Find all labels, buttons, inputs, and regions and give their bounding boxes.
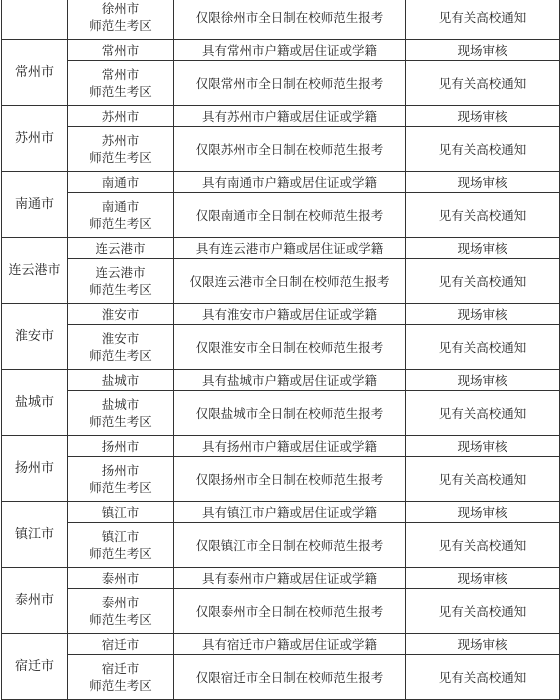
exam-area-cell (68, 436, 174, 457)
table-row (2, 238, 560, 259)
table-row (2, 193, 560, 238)
exam-area-cell (68, 238, 174, 259)
exam-area-cell (68, 127, 174, 172)
exam-area-cell (68, 370, 174, 391)
exam-area-cell (68, 523, 174, 568)
exam-area-line: 师范生考区 (89, 150, 152, 165)
exam-area-line: 师范生考区 (89, 348, 152, 363)
exam-area-line: 师范生考区 (89, 546, 152, 561)
review-cell: 现场审核 (406, 634, 560, 655)
exam-area-cell (68, 502, 174, 523)
requirement-cell: 具有盐城市户籍或居住证或学籍 (174, 370, 406, 391)
exam-area-line: 师范生考区 (89, 282, 152, 297)
review-cell: 见有关高校通知 (406, 589, 560, 634)
exam-area-line: 连云港市 (95, 265, 146, 280)
exam-area-line: 扬州市 (101, 463, 140, 478)
review-cell: 现场审核 (406, 238, 560, 259)
exam-area-table (1, 0, 560, 700)
exam-area-cell (68, 193, 174, 238)
exam-area-cell (68, 172, 174, 193)
review-cell: 见有关高校通知 (406, 523, 560, 568)
requirement-cell: 仅限连云港市全日制在校师范生报考 (174, 259, 406, 304)
review-cell: 现场审核 (406, 568, 560, 589)
requirement-cell: 具有镇江市户籍或居住证或学籍 (174, 502, 406, 523)
region-cell (2, 0, 68, 40)
exam-area-cell (68, 259, 174, 304)
table-row (2, 655, 560, 700)
region-cell: 泰州市 (2, 568, 68, 634)
table-row (2, 523, 560, 568)
exam-area-line: 常州市 (101, 67, 140, 82)
review-cell: 见有关高校通知 (406, 325, 560, 370)
review-cell: 见有关高校通知 (406, 127, 560, 172)
requirement-cell: 仅限淮安市全日制在校师范生报考 (174, 325, 406, 370)
requirement-cell: 具有南通市户籍或居住证或学籍 (174, 172, 406, 193)
exam-area-line: 师范生考区 (89, 678, 152, 693)
table-row (2, 502, 560, 523)
exam-area-line: 扬州市 (101, 438, 140, 454)
requirement-cell: 仅限泰州市全日制在校师范生报考 (174, 589, 406, 634)
review-cell: 现场审核 (406, 40, 560, 61)
review-cell: 见有关高校通知 (406, 259, 560, 304)
region-cell: 扬州市 (2, 436, 68, 502)
review-cell: 现场审核 (406, 106, 560, 127)
table-row (2, 391, 560, 436)
exam-area-line: 淮安市 (101, 306, 140, 322)
requirement-cell: 具有宿迁市户籍或居住证或学籍 (174, 634, 406, 655)
review-cell: 见有关高校通知 (406, 61, 560, 106)
table-row (2, 61, 560, 106)
exam-area-line: 师范生考区 (89, 216, 152, 231)
region-cell: 南通市 (2, 172, 68, 238)
region-cell: 淮安市 (2, 304, 68, 370)
region-cell: 盐城市 (2, 370, 68, 436)
exam-area-line: 师范生考区 (89, 480, 152, 495)
table-row (2, 457, 560, 502)
exam-area-cell (68, 40, 174, 61)
exam-area-line: 师范生考区 (89, 414, 152, 429)
exam-area-line: 盐城市 (101, 372, 140, 388)
requirement-cell: 仅限镇江市全日制在校师范生报考 (174, 523, 406, 568)
exam-area-cell (68, 325, 174, 370)
requirement-cell: 仅限徐州市全日制在校师范生报考 (174, 0, 406, 40)
requirement-cell: 具有常州市户籍或居住证或学籍 (174, 40, 406, 61)
table-row (2, 589, 560, 634)
exam-area-cell (68, 0, 174, 40)
requirement-cell: 具有扬州市户籍或居住证或学籍 (174, 436, 406, 457)
table-row (2, 127, 560, 172)
exam-area-line: 泰州市 (101, 570, 140, 586)
review-cell: 现场审核 (406, 304, 560, 325)
exam-area-cell (68, 304, 174, 325)
exam-area-line: 泰州市 (101, 595, 140, 610)
region-cell: 连云港市 (2, 238, 68, 304)
table-row (2, 40, 560, 61)
requirement-cell: 仅限常州市全日制在校师范生报考 (174, 61, 406, 106)
review-cell: 见有关高校通知 (406, 193, 560, 238)
review-cell: 现场审核 (406, 172, 560, 193)
table-row (2, 172, 560, 193)
review-cell: 见有关高校通知 (406, 0, 560, 40)
exam-area-line: 南通市 (101, 199, 140, 214)
table-row (2, 370, 560, 391)
exam-area-line: 宿迁市 (101, 661, 140, 676)
exam-area-line: 师范生考区 (89, 84, 152, 99)
exam-area-line: 连云港市 (95, 240, 146, 256)
requirement-cell: 具有苏州市户籍或居住证或学籍 (174, 106, 406, 127)
exam-area-line: 镇江市 (101, 529, 140, 544)
exam-area-line: 苏州市 (101, 133, 140, 148)
exam-area-cell (68, 568, 174, 589)
table-row (2, 634, 560, 655)
requirement-cell: 具有淮安市户籍或居住证或学籍 (174, 304, 406, 325)
exam-area-cell (68, 589, 174, 634)
review-cell: 现场审核 (406, 370, 560, 391)
review-cell: 现场审核 (406, 436, 560, 457)
exam-area-cell (68, 655, 174, 700)
table-row (2, 106, 560, 127)
exam-area-cell (68, 634, 174, 655)
exam-area-cell (68, 61, 174, 106)
region-cell: 常州市 (2, 40, 68, 106)
review-cell: 现场审核 (406, 502, 560, 523)
requirement-cell: 仅限盐城市全日制在校师范生报考 (174, 391, 406, 436)
exam-area-cell (68, 106, 174, 127)
exam-area-line: 宿迁市 (101, 636, 140, 652)
requirement-cell: 仅限宿迁市全日制在校师范生报考 (174, 655, 406, 700)
exam-area-line: 徐州市 (101, 1, 140, 16)
table-row (2, 568, 560, 589)
review-cell: 见有关高校通知 (406, 391, 560, 436)
exam-area-line: 常州市 (101, 42, 140, 58)
table-row (2, 259, 560, 304)
region-cell: 镇江市 (2, 502, 68, 568)
exam-area-table-body (2, 0, 560, 700)
review-cell: 见有关高校通知 (406, 655, 560, 700)
exam-area-cell (68, 391, 174, 436)
requirement-cell: 具有连云港市户籍或居住证或学籍 (174, 238, 406, 259)
exam-area-line: 师范生考区 (89, 18, 152, 33)
exam-area-line: 淮安市 (101, 331, 140, 346)
review-cell: 见有关高校通知 (406, 457, 560, 502)
requirement-cell: 仅限南通市全日制在校师范生报考 (174, 193, 406, 238)
table-row (2, 304, 560, 325)
exam-area-line: 盐城市 (101, 397, 140, 412)
exam-area-line: 师范生考区 (89, 612, 152, 627)
requirement-cell: 具有泰州市户籍或居住证或学籍 (174, 568, 406, 589)
table-row (2, 436, 560, 457)
exam-area-cell (68, 457, 174, 502)
table-row (2, 0, 560, 40)
region-cell: 宿迁市 (2, 634, 68, 700)
requirement-cell: 仅限扬州市全日制在校师范生报考 (174, 457, 406, 502)
table-row (2, 325, 560, 370)
requirement-cell: 仅限苏州市全日制在校师范生报考 (174, 127, 406, 172)
region-cell: 苏州市 (2, 106, 68, 172)
exam-area-line: 南通市 (101, 174, 140, 190)
exam-area-line: 苏州市 (101, 108, 140, 124)
exam-area-line: 镇江市 (101, 504, 140, 520)
